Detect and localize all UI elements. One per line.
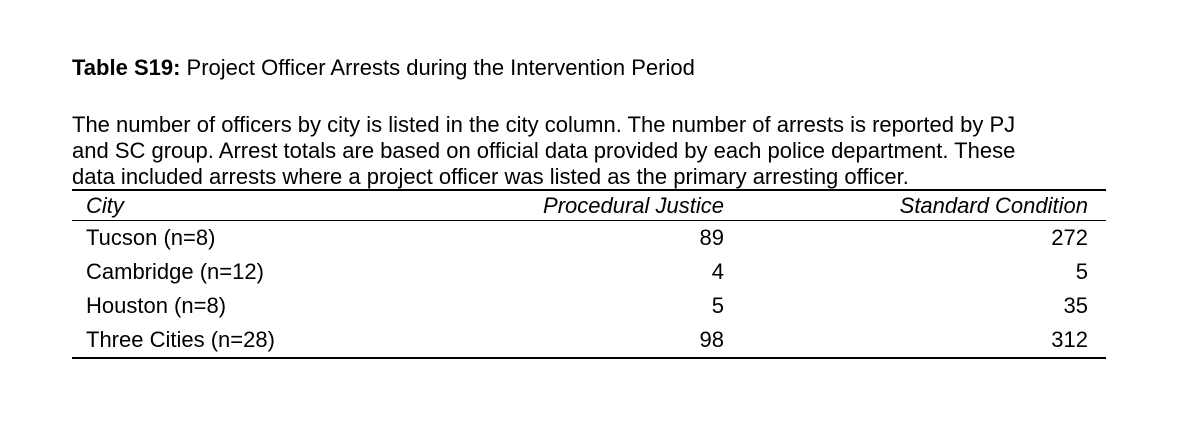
cell-pj: 4 [711,259,724,284]
cell-city: Houston (n=8) [86,293,227,318]
cell-city: Three Cities (n=28) [86,327,275,352]
cell-sc: 35 [1063,293,1088,318]
table-row [72,323,1106,358]
cell-pj: 89 [699,225,724,250]
header-row [72,190,1106,221]
table-row [72,221,1106,256]
table-row [72,289,1106,323]
table-title: Project Officer Arrests during the Intervention Period [186,55,695,80]
cell-sc: 272 [1051,225,1088,250]
cell-pj: 98 [699,327,724,352]
table-description [72,112,1106,190]
cell-city: Tucson (n=8) [86,225,216,250]
description-line: The number of officers by city is listed in the city column. The number of arrests is reported by PJ [72,112,1016,137]
table-label: Table S19: [72,55,181,80]
header-standard-condition: Standard Condition [899,193,1088,218]
table-body [72,221,1106,359]
cell-pj: 5 [711,293,724,318]
header-city: City [86,193,124,218]
description-line: data included arrests where a project officer was listed as the primary arresting officer. [72,164,909,189]
cell-sc: 312 [1051,327,1088,352]
arrests-table [72,189,1106,359]
table-caption [72,55,695,81]
table-row [72,255,1106,289]
description-line: and SC group. Arrest totals are based on official data provided by each police department. These [72,138,1016,163]
cell-city: Cambridge (n=12) [86,259,264,284]
header-procedural-justice: Procedural Justice [543,193,724,218]
table-header [72,190,1106,221]
cell-sc: 5 [1075,259,1088,284]
